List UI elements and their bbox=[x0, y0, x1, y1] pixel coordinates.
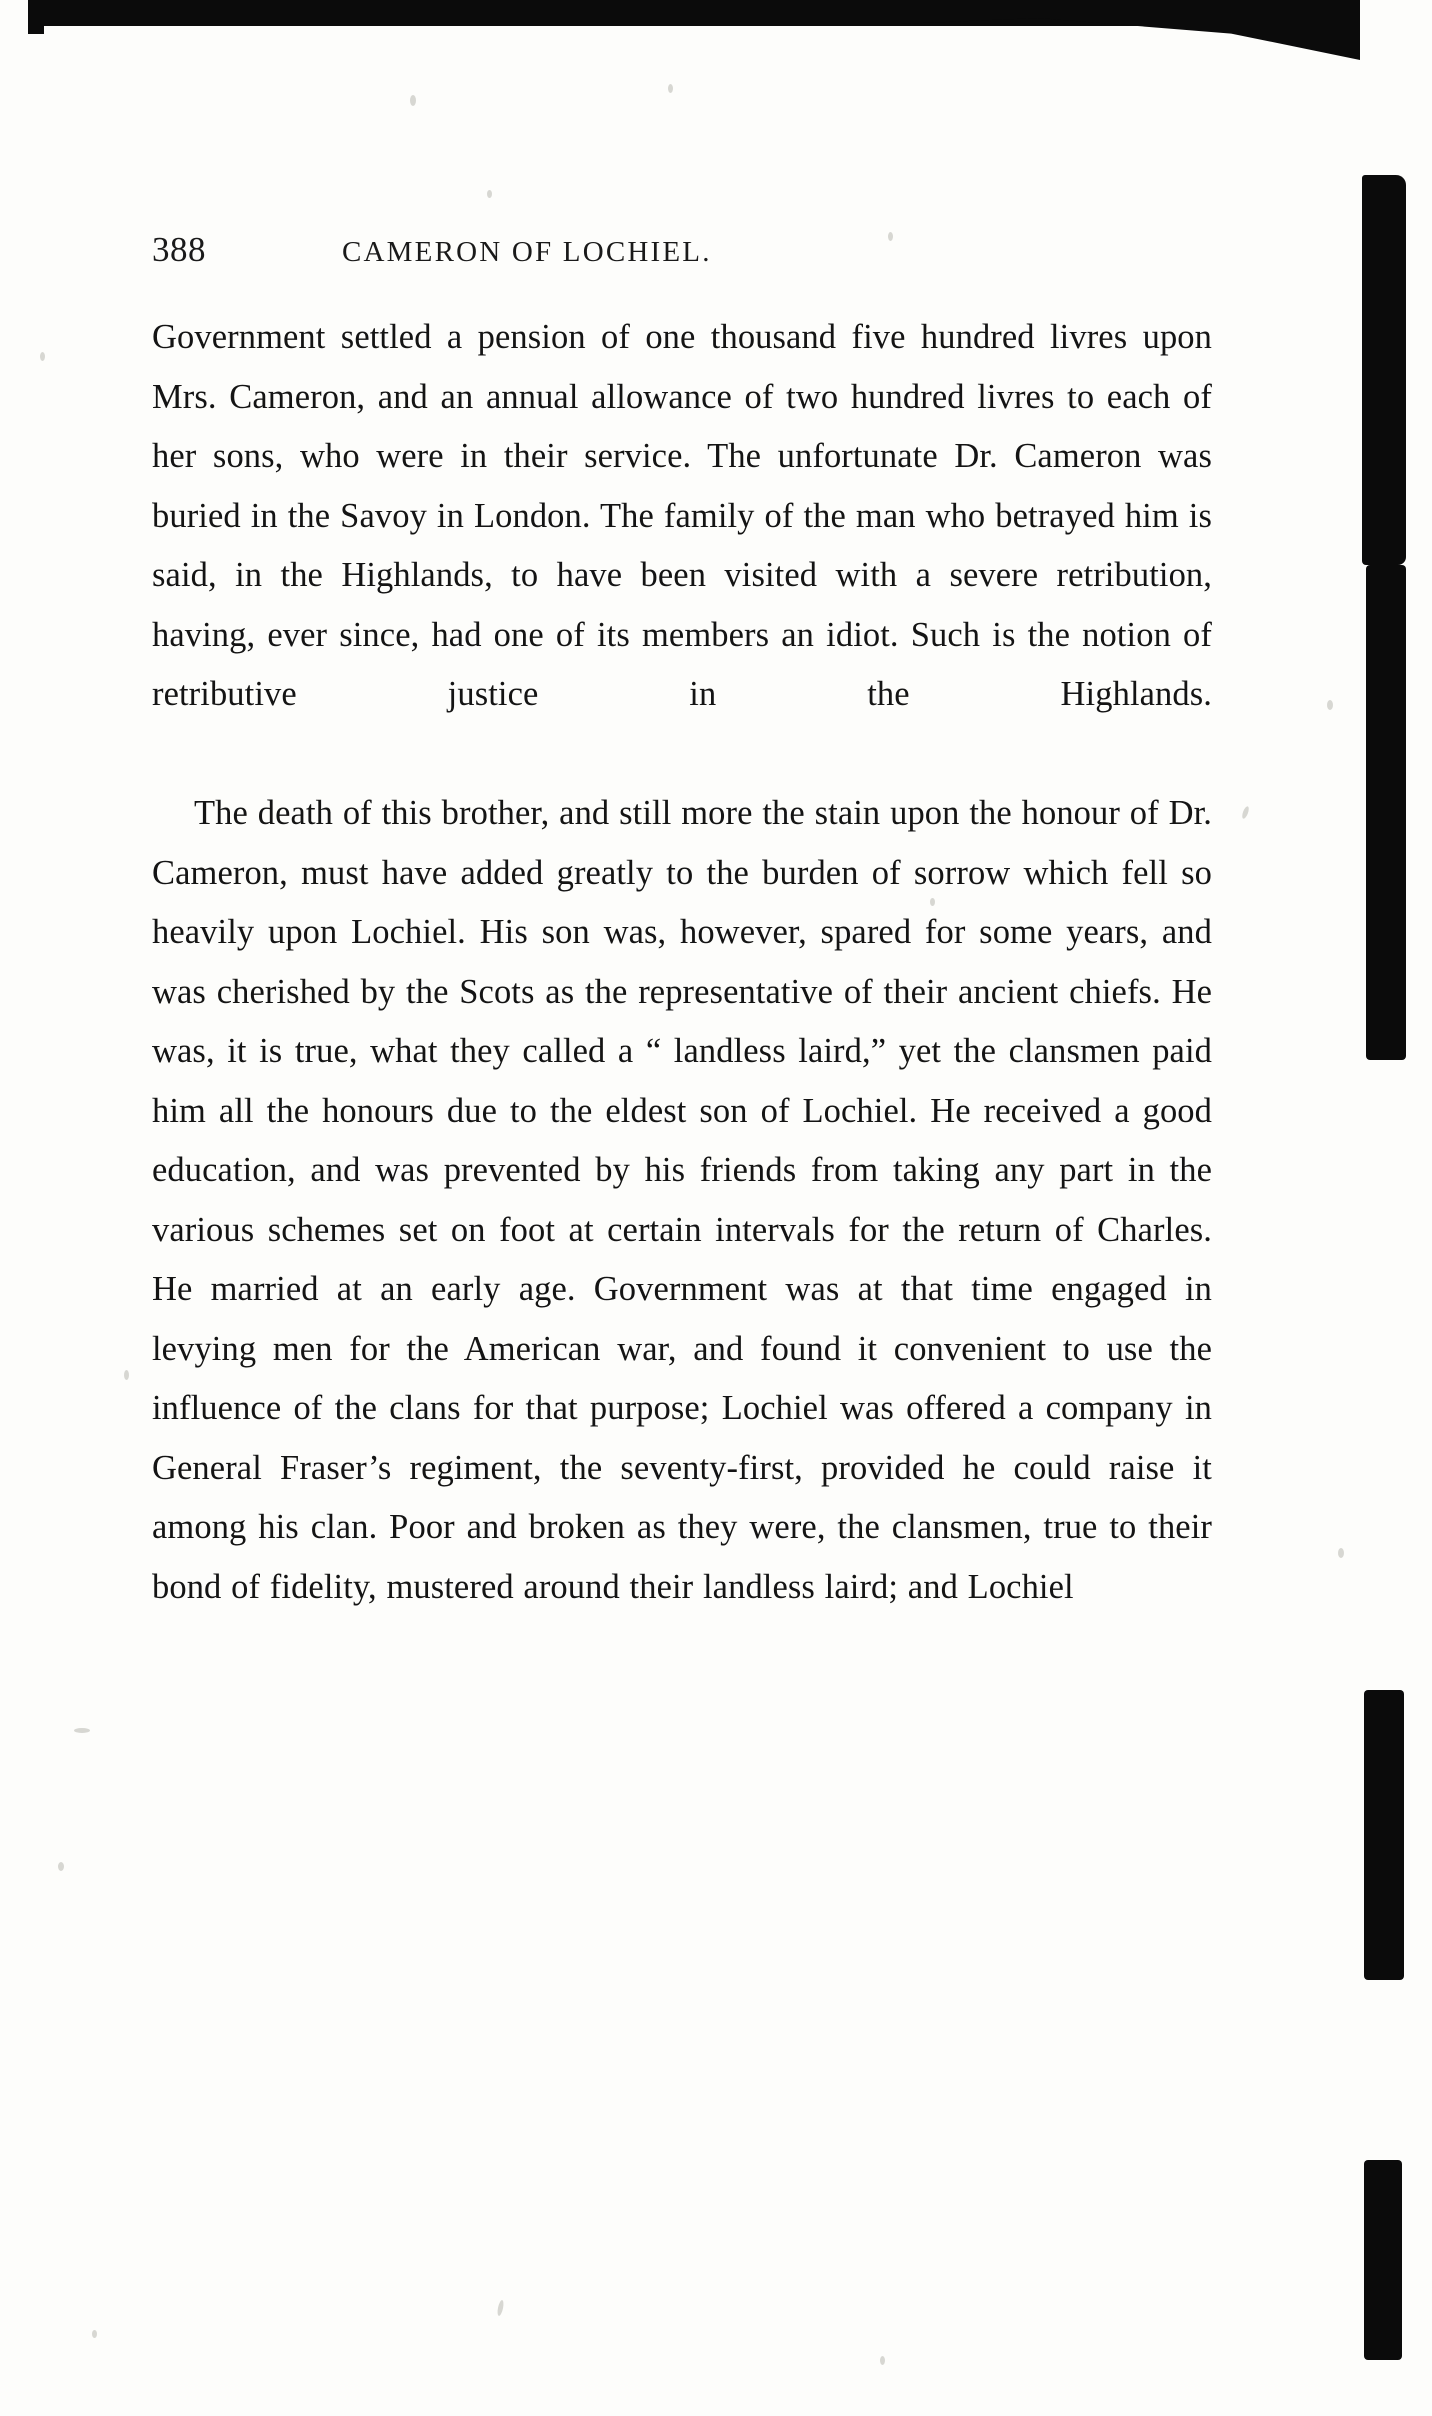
scan-speck bbox=[880, 2356, 885, 2365]
scan-speck bbox=[1241, 806, 1250, 820]
scan-speck bbox=[487, 190, 492, 198]
scan-edge-right-lower bbox=[1364, 1690, 1404, 1980]
scan-speck bbox=[668, 84, 673, 93]
scan-speck bbox=[124, 1370, 129, 1380]
scan-edge-right-upper bbox=[1362, 175, 1406, 565]
running-head: CAMERON OF LOCHIEL. bbox=[342, 236, 712, 268]
scan-speck bbox=[496, 2300, 504, 2317]
scan-speck bbox=[92, 2330, 97, 2338]
scan-speck bbox=[1338, 1548, 1344, 1558]
scan-speck bbox=[410, 95, 416, 106]
paragraph: Government settled a pension of one thousand five hundred livres upon Mrs. Cameron, and an annual allowance of two hundred livres to each of her sons, who were in their service. The unfortunate Dr. Cameron was buried in the Savoy in London. The family of the man who betrayed him is said, in the Highlands, to have been visited with a severe retribution, having, ever since, had one of its members an idiot. Such is the notion of retributive justice in the Highlands. bbox=[152, 318, 1212, 713]
page-number: 388 bbox=[152, 230, 206, 269]
scan-edge-right-bottom bbox=[1364, 2160, 1402, 2360]
page-header bbox=[152, 230, 1212, 270]
scan-speck bbox=[1327, 700, 1333, 710]
scan-edge-right-middle bbox=[1366, 565, 1406, 1060]
page-text-block bbox=[152, 230, 1212, 1617]
scan-speck bbox=[58, 1862, 64, 1871]
scan-speck bbox=[40, 352, 45, 361]
paragraph: The death of this brother, and still more the stain upon the honour of Dr. Cameron, must have added greatly to the burden of sorrow which fell so heavily upon Lochiel. His son was, however, spared for some years, and was cherished by the Scots as the representative of their ancient chiefs. He was, it is true, what they called a “ landless laird,” yet the clansmen paid him all the honours due to the eldest son of Lochiel. He received a good education, and was prevented by his friends from taking any part in the various schemes set on foot at certain intervals for the return of Charles. He married at an early age. Government was at that time engaged in levying men for the American war, and found it convenient to use the influence of the clans for that purpose; Lochiel was offered a company in General Fraser’s regiment, the seventy-first, provided he could raise it among his clan. Poor and broken as they were, the clansmen, true to their bond of fidelity, mustered around their landless laird; and Lochiel bbox=[152, 794, 1212, 1606]
scan-edge-top-corner bbox=[900, 0, 1360, 60]
scan-speck bbox=[74, 1728, 90, 1733]
